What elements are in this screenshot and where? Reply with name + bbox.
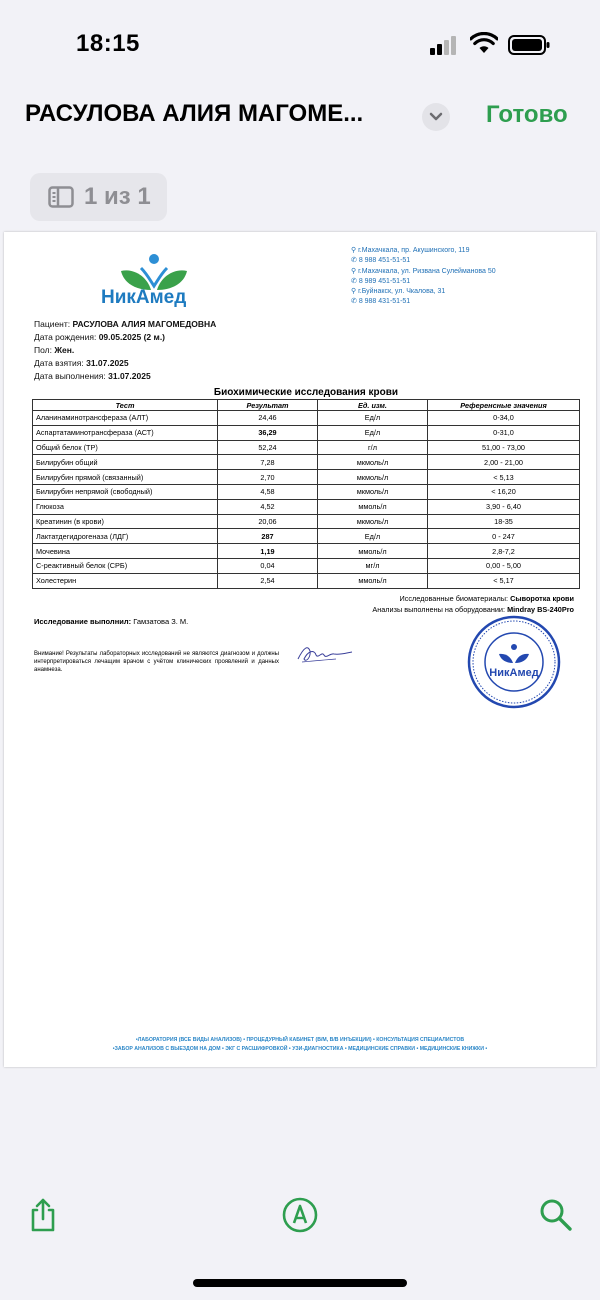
test-name: Аспартатаминотрансфераза (АСТ) [33,425,218,440]
document-title: РАСУЛОВА АЛИЯ МАГОМЕ... [25,100,364,127]
battery-icon [508,35,550,55]
contact-line: ⚲ г.Махачкала, пр. Акушинского, 119 [351,247,470,254]
page-indicator-label: 1 из 1 [84,183,151,210]
reference-range: < 5,17 [428,573,580,588]
unit: ммоль/л [318,499,428,514]
contact-line: ⚲ г.Махачкала, ул. Ризвана Сулейманова 50 [351,267,496,275]
result-value: 24,46 [218,411,318,426]
sample-date: 31.07.2025 [86,358,129,368]
table-row [33,514,580,529]
unit: Ед/л [318,425,428,440]
table-row [33,440,580,455]
sidebar-icon [48,186,74,208]
test-name: Мочевина [33,544,218,559]
unit: ммоль/л [318,573,428,588]
table-row [33,499,580,514]
result-value: 52,24 [218,440,318,455]
patient-dob: 09.05.2025 (2 м.) [98,332,166,342]
unit: ммоль/л [318,544,428,559]
unit: мкмоль/л [318,470,428,485]
result-value: 36,29 [218,425,318,440]
reference-range: 18-35 [428,514,580,529]
brand-name: НикАмед [101,287,187,308]
done-button[interactable]: Готово [486,101,568,128]
reference-range: 0,00 - 5,00 [428,558,580,573]
reference-range: < 5,13 [428,470,580,485]
completion-date: 31.07.2025 [108,371,151,381]
table-row [33,573,580,588]
unit: мг/л [318,558,428,573]
reference-range: 0-34,0 [428,411,580,426]
patient-name: РАСУЛОВА АЛИЯ МАГОМЕДОВНА [72,319,217,329]
test-name: Глюкоза [33,499,218,514]
table-row [33,558,580,573]
footer-services: •ЛАБОРАТОРИЯ (ВСЕ ВИДЫ АНАЛИЗОВ) • ПРОЦЕДУРНЫЙ КАБИНЕТ (В/М, В/В ИНЪЕКЦИИ) • КОНСУЛЬТАЦИЯ СПЕЦИАЛИСТОВ •ЗАБОР АНАЛИЗОВ С ВЫЕЗДОМ НА ДОМ • ЭКГ С РАСШИФРОВКОЙ • УЗИ-ДИАГНОСТИКА • МЕДИЦИНСКИЕ СПРАВКИ • МЕДИЦИНСКИЕ КНИЖКИ • [112,1037,488,1052]
title-menu-button[interactable] [422,103,450,131]
reference-range: < 16,20 [428,484,580,499]
test-name: С-реактивный белок (СРБ) [33,558,218,573]
clinic-stamp [466,614,562,710]
result-value: 4,52 [218,499,318,514]
reference-range: 0-31,0 [428,425,580,440]
test-name: Лактатдегидрогеназа (ЛДГ) [33,529,218,544]
markup-icon[interactable] [282,1197,318,1233]
result-value: 287 [218,529,318,544]
unit: мкмоль/л [318,514,428,529]
test-name: Билирубин прямой (связанный) [33,470,218,485]
table-row [33,425,580,440]
contact-line: ⚲ г.Буйнакск, ул. Чкалова, 31 [351,288,446,296]
column-header: Тест [33,400,218,411]
contact-line: ✆ 8 988 451-51-51 [351,257,411,265]
unit: мкмоль/л [318,455,428,470]
table-row [33,455,580,470]
svg-text:НикАмед: НикАмед [489,667,539,679]
unit: мкмоль/л [318,484,428,499]
test-name: Креатинин (в крови) [33,514,218,529]
table-header-row [33,400,580,411]
result-value: 1,19 [218,544,318,559]
unit: г/л [318,440,428,455]
results-table [32,399,580,589]
contacts-block [351,246,496,308]
biomaterial: Сыворотка крови [510,594,574,603]
share-icon[interactable] [25,1197,61,1233]
result-value: 2,54 [218,573,318,588]
home-indicator[interactable] [193,1279,407,1287]
test-name: Общий белок (ТР) [33,440,218,455]
reference-range: 3,90 - 6,40 [428,499,580,514]
unit: Ед/л [318,411,428,426]
contact-line: ✆ 8 988 431-51-51 [351,298,411,306]
equipment: Mindray BS-240Pro [507,604,574,614]
reference-range: 2,00 - 21,00 [428,455,580,470]
status-bar [0,0,600,90]
result-value: 4,58 [218,484,318,499]
reference-range: 0 - 247 [428,529,580,544]
cellular-signal-icon [430,35,460,55]
status-time: 18:15 [76,30,140,57]
search-icon[interactable] [538,1197,574,1233]
wifi-icon [470,32,498,54]
result-value: 0,04 [218,558,318,573]
result-value: 20,06 [218,514,318,529]
table-row [33,529,580,544]
performed-by: Исследование выполнил: Гамзатова З. М. [34,617,189,626]
table-row [33,470,580,485]
table-row [33,544,580,559]
result-value: 2,70 [218,470,318,485]
test-name: Билирубин общий [33,455,218,470]
signature-image [294,637,354,672]
biomaterial-info: Исследованные биоматериалы: Сыворотка крови Анализы выполнены на оборудовании: Mindray BS-240Pro [372,594,574,614]
unit: Ед/л [318,529,428,544]
column-header: Ед. изм. [318,400,428,411]
contact-line: ✆ 8 989 451-51-51 [351,277,411,285]
test-name: Аланинаминотрансфераза (АЛТ) [33,411,218,426]
patient-sex: Жен. [54,345,75,355]
table-row [33,411,580,426]
table-title: Биохимические исследования крови [213,387,399,398]
table-row [33,484,580,499]
document-page[interactable] [4,232,596,1067]
column-header: Референсные значения [428,400,580,411]
patient-info: Пациент: РАСУЛОВА АЛИЯ МАГОМЕДОВНА Дата рождения: 09.05.2025 (2 м.) Пол: Жен. Дата взятия: 31.07.2025 Дата выполнения: 31.07.2025 [34,319,217,381]
reference-range: 2,8-7,2 [428,544,580,559]
page-indicator[interactable] [30,173,167,221]
test-name: Холестерин [33,573,218,588]
test-name: Билирубин непрямой (свободный) [33,484,218,499]
warning-note: Внимание! Результаты лабораторных исследований не являются диагнозом и должны интерпретироваться лечащим врачом с учётом клинических проявлений и данных анамнеза. [34,651,279,673]
result-value: 7,28 [218,455,318,470]
reference-range: 51,00 - 73,00 [428,440,580,455]
chevron-down-icon [429,112,443,122]
column-header: Результат [218,400,318,411]
